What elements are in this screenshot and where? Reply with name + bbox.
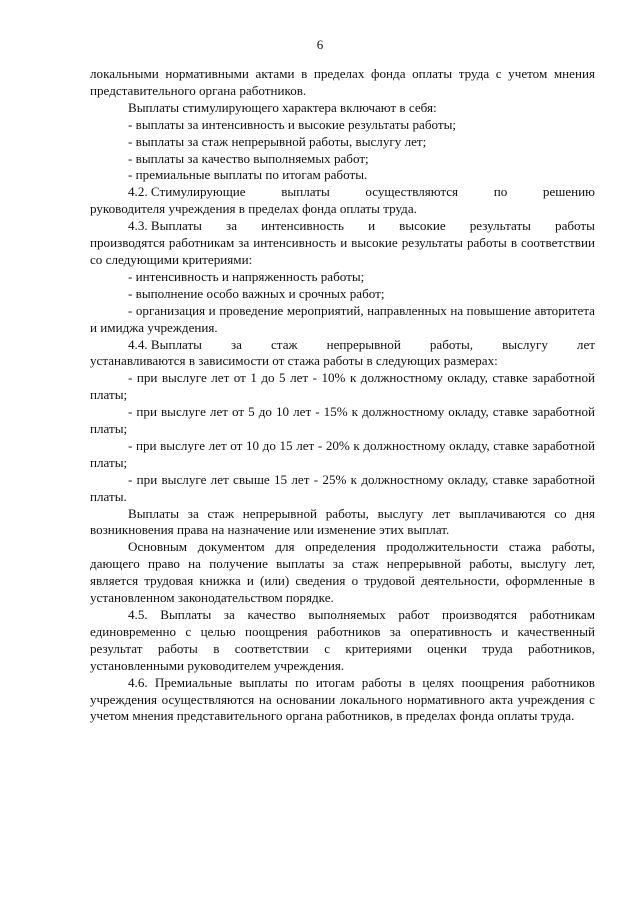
paragraph-4-3-first-line (90, 218, 595, 235)
document-body (90, 66, 595, 725)
paragraph-seniority-payment-start: Выплаты за стаж непрерывной работы, выслугу лет выплачиваются со дня возникновения права на назначение или изменение этих выплат. (90, 505, 595, 538)
word: интенсивность (261, 218, 345, 234)
page-number: 6 (316, 37, 324, 52)
word: лет (576, 336, 595, 352)
word: по (493, 184, 508, 200)
word: и (368, 218, 376, 234)
criterion-events: - организация и проведение мероприятий, направленных на повышение авторитета и имиджа учреждения. (90, 302, 595, 335)
paragraph-4-5: 4.5. Выплаты за качество выполняемых работ производятся работникам единовременно с целью поощрения работников за оперативность и качественный результат работы в соответствии с критериями оценки труда работников, установленными руководителем учреждения. (90, 607, 595, 673)
word: стаж (271, 336, 298, 352)
paragraph-4-3-rest: производятся работникам за интенсивность и высокие результаты работы в соответствии со следующими критериями: (90, 235, 595, 267)
seniority-rate-4: - при выслуге лет свыше 15 лет - 25% к должностному окладу, ставке заработной платы. (90, 471, 595, 504)
word: высокие (399, 218, 446, 234)
word: непрерывной (326, 336, 401, 352)
word: решению (542, 184, 595, 200)
word: 4.2. Стимулирующие (128, 184, 246, 200)
paragraph-4-2-rest: руководителя учреждения в пределах фонда оплаты труда. (90, 201, 417, 217)
paragraph-stimulating-list-heading: Выплаты стимулирующего характера включают в себя: (128, 99, 437, 115)
word: выплаты (281, 184, 330, 200)
list-item-seniority: - выплаты за стаж непрерывной работы, выслугу лет; (128, 133, 427, 149)
seniority-rate-2: - при выслуге лет от 5 до 10 лет - 15% к должностному окладу, ставке заработной платы; (90, 404, 595, 437)
seniority-rate-1: - при выслуге лет от 1 до 5 лет - 10% к должностному окладу, ставке заработной платы; (90, 370, 595, 403)
word: результаты (469, 218, 531, 234)
criterion-urgent-work: - выполнение особо важных и срочных работ; (128, 285, 385, 301)
word: за (226, 218, 238, 234)
word: за (231, 336, 242, 352)
criterion-intensity: - интенсивность и напряженность работы; (128, 268, 365, 284)
paragraph-4-2-first-line (90, 184, 595, 201)
paragraph-4-6: 4.6. Премиальные выплаты по итогам работы в целях поощрения работников учреждения осуществляются на основании локального нормативного акта учреждения с учетом мнения представительного органа работников, в пределах фонда оплаты труда. (90, 674, 595, 724)
word: 4.4. Выплаты (128, 336, 202, 352)
seniority-rate-3: - при выслуге лет от 10 до 15 лет - 20% к должностному окладу, ставке заработной платы; (90, 437, 595, 470)
list-item-intensity: - выплаты за интенсивность и высокие результаты работы; (128, 116, 457, 132)
word: 4.3. Выплаты (128, 218, 202, 234)
word: работы, (429, 336, 474, 352)
paragraph-seniority-document: Основным документом для определения продолжительности стажа работы, дающего право на получение выплаты за стаж непрерывной работы, выслугу лет, является трудовая книжка и (или) сведения о трудовой деятельности, оформленные в установленном законодательством порядке. (90, 539, 595, 606)
list-item-quality: - выплаты за качество выполняемых работ; (128, 150, 369, 166)
list-item-bonus: - премиальные выплаты по итогам работы. (128, 167, 368, 183)
word: работы (555, 218, 595, 234)
word: выслугу (502, 336, 548, 352)
paragraph-4-4-rest: устанавливаются в зависимости от стажа работы в следующих размерах: (90, 353, 498, 369)
word: осуществляются (365, 184, 459, 200)
paragraph-4-4-first-line (90, 337, 595, 354)
paragraph-intro: локальными нормативными актами в пределах фонда оплаты труда с учетом мнения представительного органа работников. (90, 66, 595, 98)
